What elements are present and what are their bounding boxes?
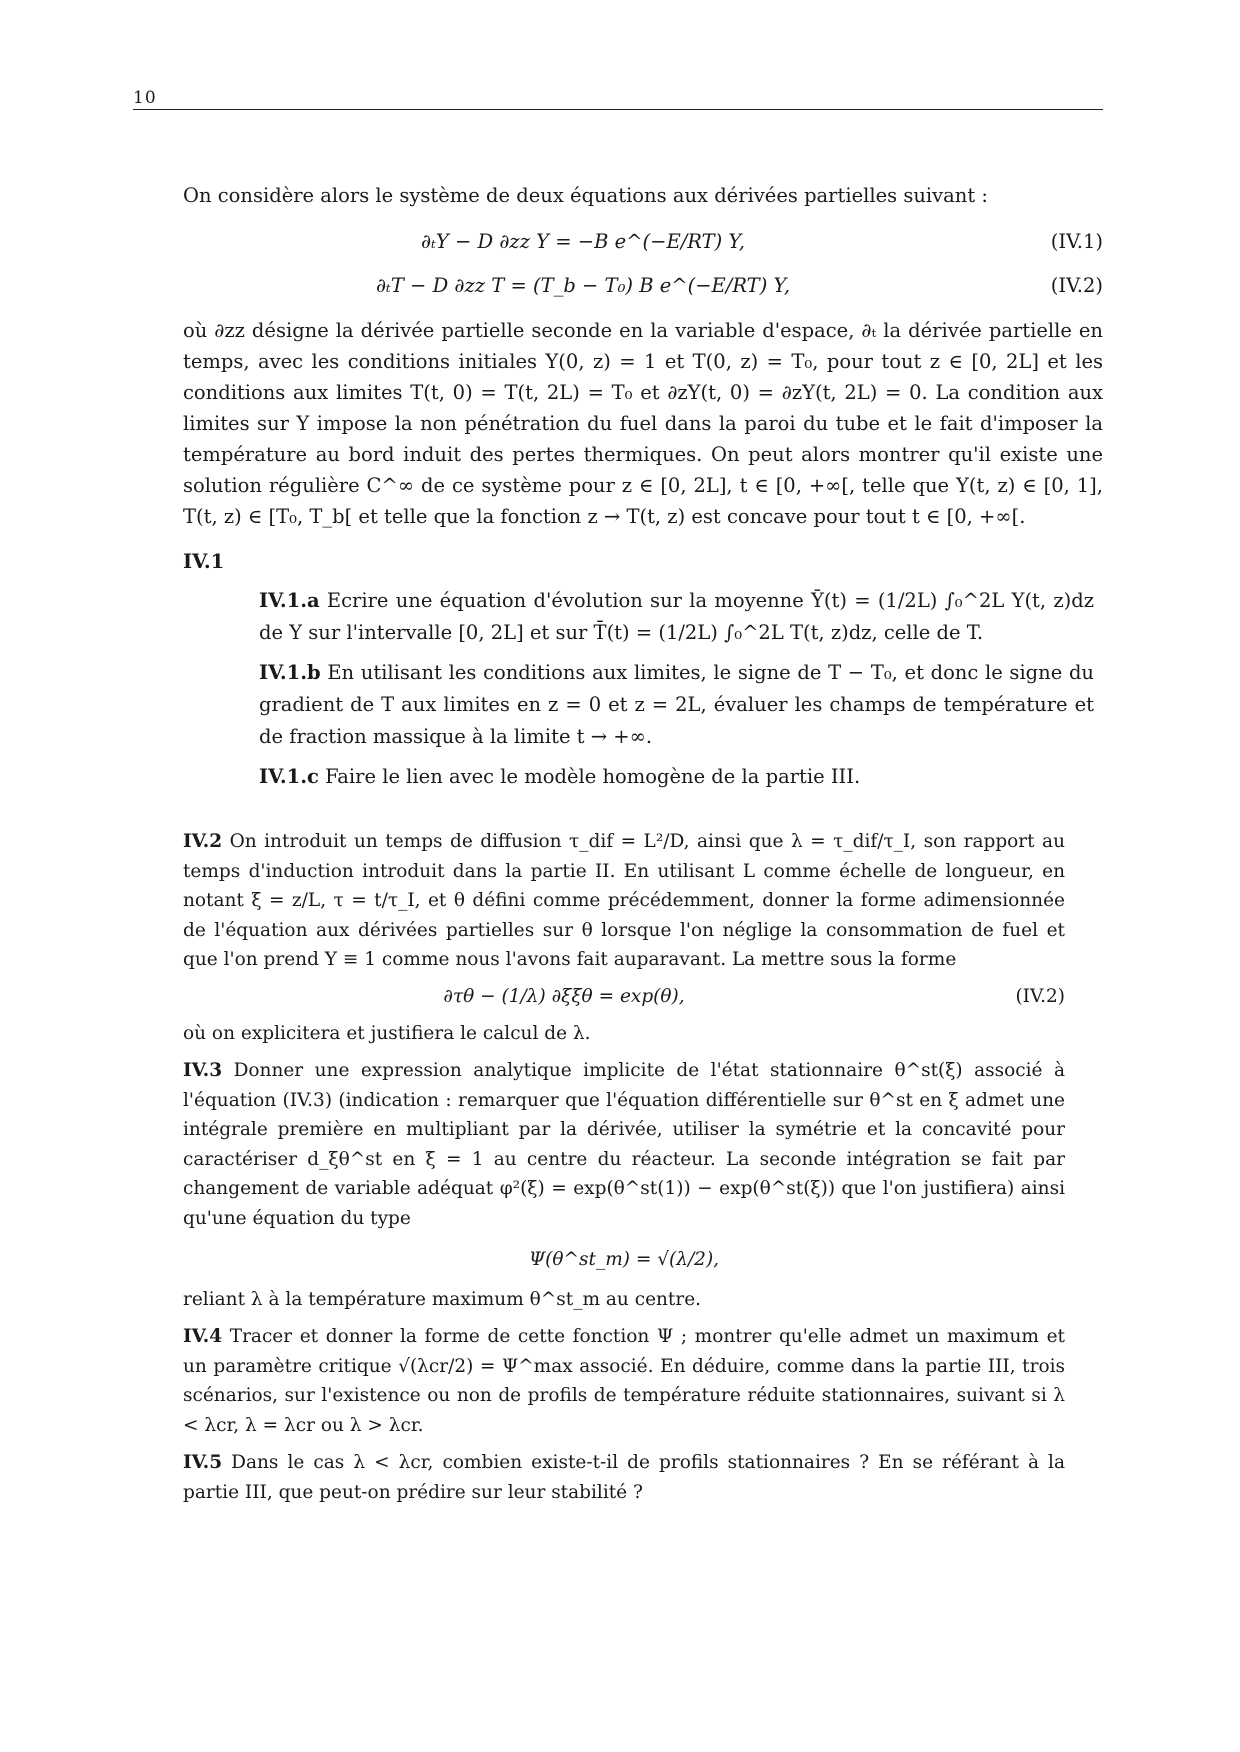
section-heading-iv1: IV.1 — [183, 550, 225, 573]
question-text: On introduit un temps de diffusion τ_dif = L²/D, ainsi que λ = τ_dif/τ_I, son rapport au temps d'induction introduit dans la partie II. En utilisant L comme échelle de longueur, en notant ξ = z/L, τ = t/τ_I, et θ défini comme précédemment, donner la forme adimensionnée de l'équation aux dérivées partielles sur θ lorsque l'on néglige la consommation de fuel et que l'on prend Y ≡ 1 comme nous l'avons fait auparavant. La mettre sous la forme — [183, 831, 1065, 970]
item-text: Faire le lien avec le modèle homogène de la partie III. — [325, 765, 861, 788]
equation-formula: ∂ₜT − D ∂zz T = (T_b − T₀) B e^(−E/RT) Y, — [375, 274, 791, 297]
list-item — [259, 585, 1094, 649]
equation-number: (IV.1) — [1050, 230, 1103, 253]
equation-number: (IV.2) — [1050, 274, 1103, 297]
question-label: IV.4 — [183, 1326, 223, 1347]
equation-iv2-adim — [183, 975, 1065, 1019]
equation-formula: ∂τθ − (1/λ) ∂ξξθ = exp(θ), — [443, 985, 685, 1007]
list-item — [259, 761, 1094, 793]
page-number: 10 — [133, 88, 157, 108]
item-label: IV.1.c — [259, 765, 319, 788]
question-label: IV.3 — [183, 1060, 223, 1081]
equation-iv2 — [183, 263, 1103, 307]
question-after-text: reliant λ à la température maximum θ^st_m au centre. — [183, 1288, 702, 1310]
page-content — [183, 180, 1103, 1507]
question-iv5 — [183, 1448, 1065, 1507]
paragraph-boundary-conditions: où ∂zz désigne la dérivée partielle seconde en la variable d'espace, ∂ₜ la dérivée partielle en temps, avec les conditions initiales Y(0, z) = 1 et T(0, z) = T₀, pour tout z ∈ [0, 2L] et les conditions aux limites T(t, 0) = T(t, 2L) = T₀ et ∂zY(t, 0) = ∂zY(t, 2L) = 0. La condition aux limites sur Y impose la non pénétration du fuel dans la paroi du tube et le fait d'imposer la température au bord induit des pertes thermiques. On peut alors montrer qu'il existe une solution régulière C^∞ de ce système pour z ∈ [0, 2L], t ∈ [0, +∞[, telle que Y(t, z) ∈ [0, 1], T(t, z) ∈ [T₀, T_b[ et telle que la fonction z → T(t, z) est concave pour tout t ∈ [0, +∞[. — [183, 319, 1103, 528]
question-iv3 — [183, 1056, 1065, 1233]
section-iv1-items — [183, 585, 1094, 793]
item-label: IV.1.a — [259, 589, 320, 612]
question-text: Tracer et donner la forme de cette fonction Ψ ; montrer qu'elle admet un maximum et un paramètre critique √(λcr/2) = Ψ^max associé. En déduire, comme dans la partie III, trois scénarios, sur l'existence ou non de profils de température réduite stationnaires, suivant si λ < λcr, λ = λcr ou λ > λcr. — [183, 1326, 1065, 1436]
question-after-text: où on explicitera et justifiera le calcul de λ. — [183, 1022, 591, 1044]
question-iv2 — [183, 827, 1065, 975]
question-label: IV.2 — [183, 831, 223, 852]
list-item — [259, 657, 1094, 753]
section-iv2 — [183, 827, 1065, 1507]
question-text: Dans le cas λ < λcr, combien existe-t-il de profils stationnaires ? En se référant à la partie III, que peut-on prédire sur leur stabilité ? — [183, 1452, 1065, 1503]
question-label: IV.5 — [183, 1452, 223, 1473]
equation-psi: Ψ(θ^st_m) = √(λ/2), — [528, 1249, 720, 1270]
item-text: Ecrire une équation d'évolution sur la moyenne Ȳ(t) = (1/2L) ∫₀^2L Y(t, z)dz de Y sur l'intervalle [0, 2L] et sur T̄(t) = (1/2L) ∫₀^2L T(t, z)dz, celle de T. — [259, 589, 1094, 644]
question-iv4 — [183, 1322, 1065, 1440]
equation-iv1 — [183, 219, 1103, 263]
item-label: IV.1.b — [259, 661, 321, 684]
intro-text: On considère alors le système de deux équations aux dérivées partielles suivant : — [183, 184, 988, 207]
equation-number: (IV.2) — [1015, 985, 1065, 1007]
header-rule — [133, 109, 1103, 110]
question-text: Donner une expression analytique implicite de l'état stationnaire θ^st(ξ) associé à l'équation (IV.3) (indication : remarquer que l'équation différentielle sur θ^st en ξ admet une intégrale première en multipliant par la dérivée, utiliser la symétrie et la concavité pour caractériser d_ξθ^st en ξ = 1 au centre du réacteur. La seconde intégration se fait par changement de variable adéquat φ²(ξ) = exp(θ^st(1)) − exp(θ^st(ξ)) que l'on justifiera) ainsi qu'une équation du type — [183, 1060, 1065, 1229]
item-text: En utilisant les conditions aux limites, le signe de T − T₀, et donc le signe du gradient de T aux limites en z = 0 et z = 2L, évaluer les champs de température et de fraction massique à la limite t → +∞. — [259, 661, 1094, 748]
equation-formula: ∂ₜY − D ∂zz Y = −B e^(−E/RT) Y, — [421, 230, 745, 253]
